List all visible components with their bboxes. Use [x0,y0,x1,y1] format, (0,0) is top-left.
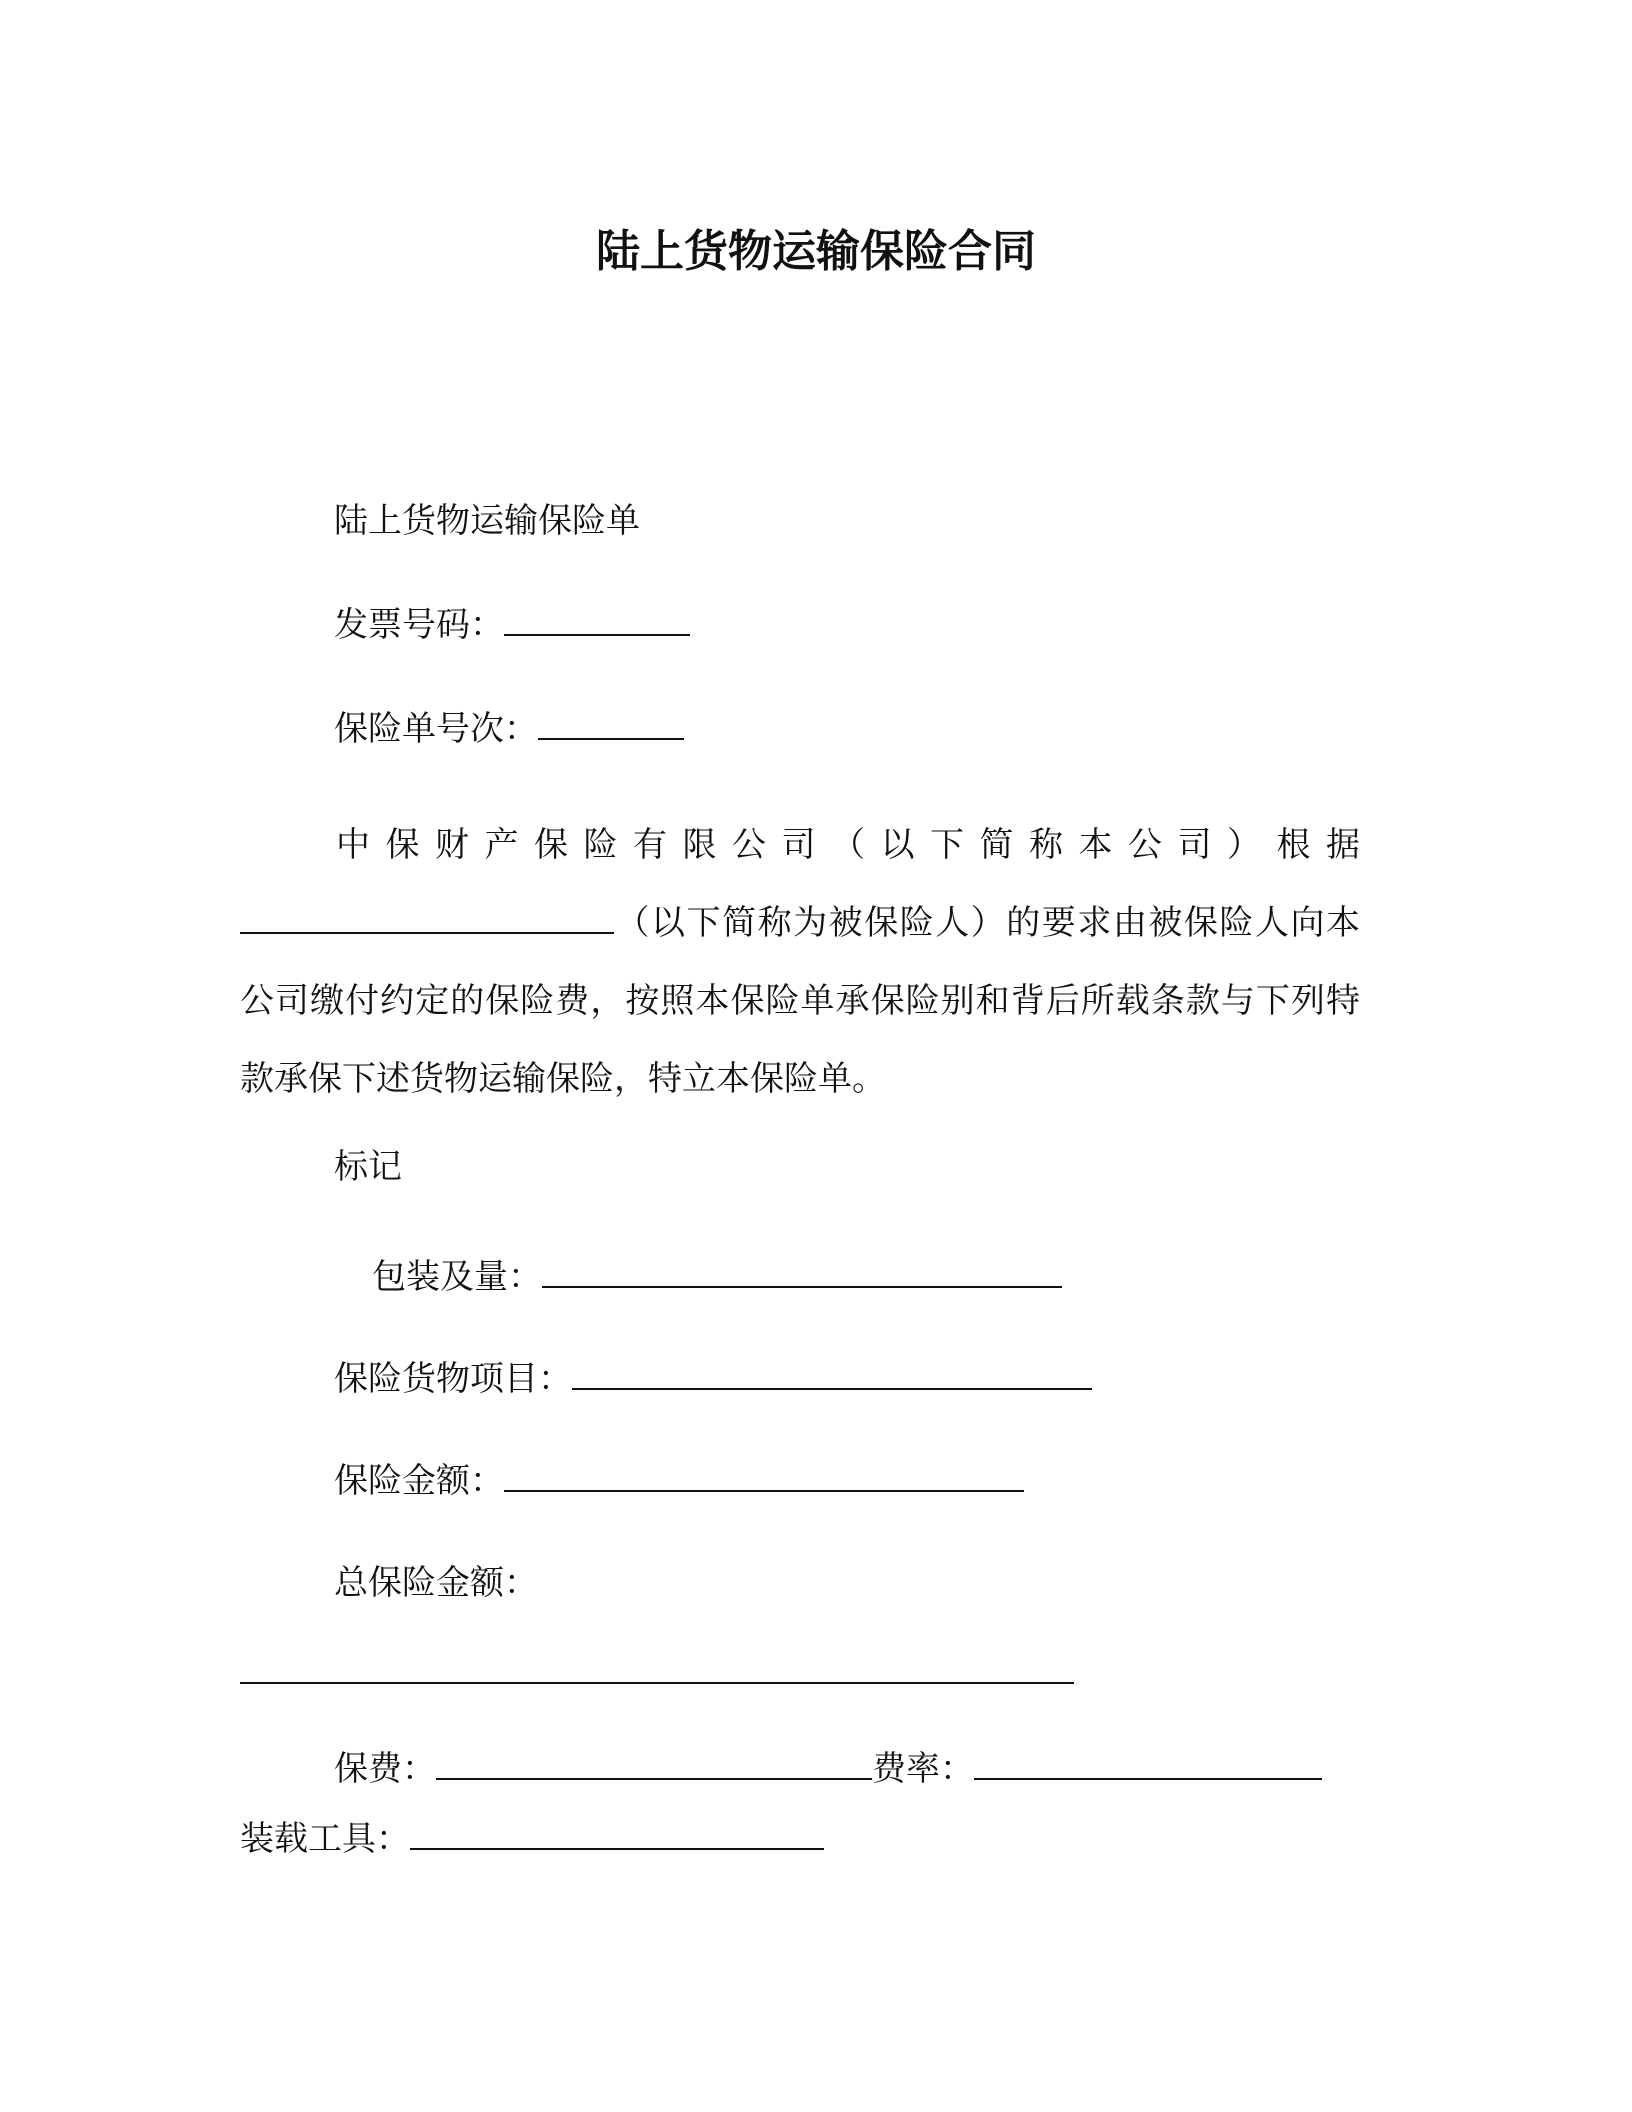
total-amount-row [240,1650,1074,1696]
policy-number-label: 保险单号次： [334,709,538,749]
goods-row [334,1356,1092,1402]
amount-label: 保险金额： [334,1461,504,1501]
goods-blank[interactable] [572,1358,1092,1390]
invoice-number-label: 发票号码： [334,605,504,645]
paragraph-part2: （以下简称为被保险人）的要求由被保险人向本公司缴付约定的保险费，按照本保险单承保险别和背后所载条款与下列特款承保下述货物运输保险，特立本保险单。 [240,903,1360,1099]
vehicle-row [240,1816,824,1862]
packing-label: 包装及量： [372,1257,542,1297]
amount-blank[interactable] [504,1460,1024,1492]
premium-blank[interactable] [436,1748,872,1780]
policy-statement-paragraph [240,806,1360,1118]
mark-label: 标记 [334,1147,402,1187]
document-title: 陆上货物运输保险合同 [596,226,1036,277]
total-amount-label: 总保险金额： [334,1563,538,1603]
packing-blank[interactable] [542,1256,1062,1288]
total-amount-blank[interactable] [240,1652,1074,1684]
vehicle-label: 装载工具： [240,1819,410,1859]
premium-label: 保费： [334,1749,436,1789]
packing-row [372,1254,1062,1300]
rate-blank[interactable] [974,1748,1322,1780]
invoice-number-blank[interactable] [504,604,690,636]
goods-label: 保险货物项目： [334,1359,572,1399]
rate-label: 费率： [872,1749,974,1789]
vehicle-blank[interactable] [410,1818,824,1850]
policy-number-blank[interactable] [538,708,684,740]
paragraph-part1: 中保财产保险有限公司（以下简称本公司）根据 [336,825,1360,865]
premium-rate-row [334,1746,1322,1792]
amount-row [334,1458,1024,1504]
policy-heading: 陆上货物运输保险单 [334,501,640,541]
insured-name-blank[interactable] [240,902,614,934]
invoice-number-row [334,602,690,648]
policy-number-row [334,706,684,752]
